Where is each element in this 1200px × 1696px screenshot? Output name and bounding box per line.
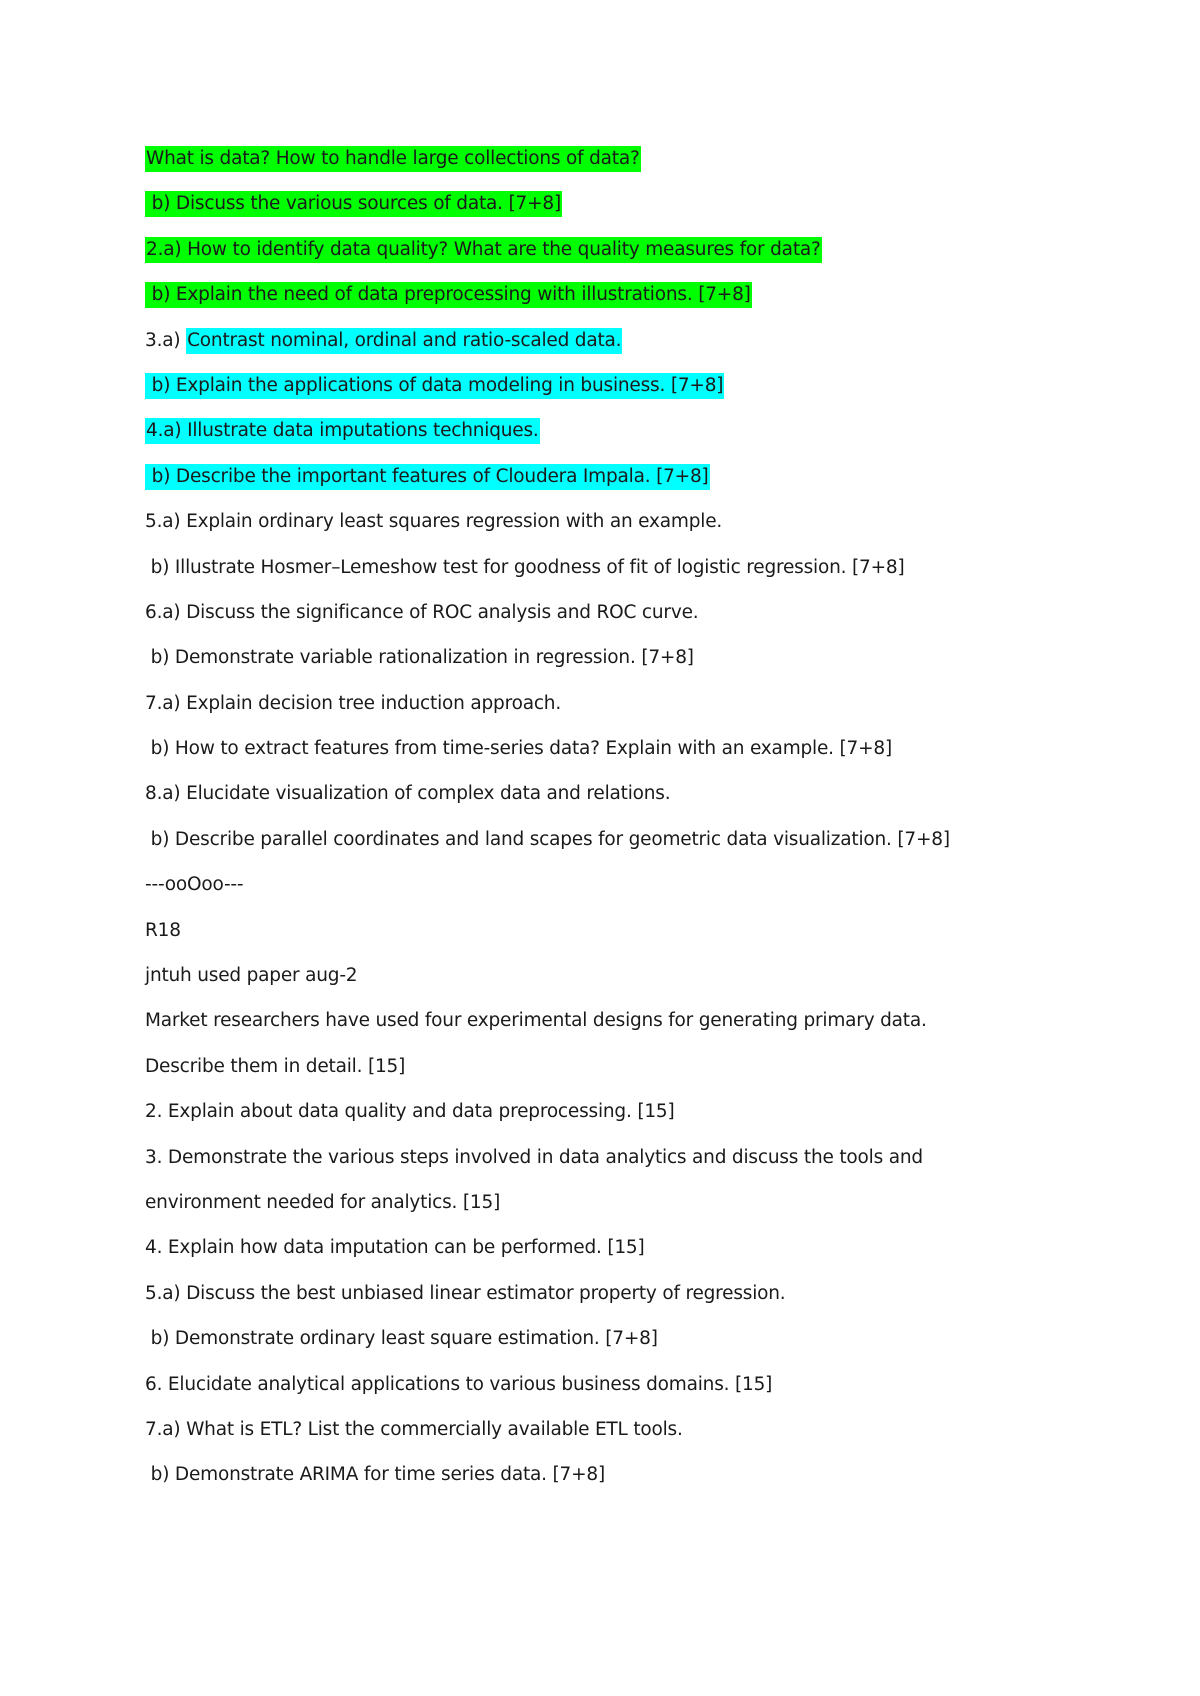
document-line	[145, 1099, 1125, 1144]
document-line	[145, 555, 1125, 600]
line-text: b) Demonstrate variable rationalization in regression. [7+8]	[145, 647, 694, 669]
document-line	[145, 1054, 1125, 1099]
line-text: environment needed for analytics. [15]	[145, 1191, 501, 1213]
line-text: 6. Elucidate analytical applications to various business domains. [15]	[145, 1373, 773, 1395]
document-line	[145, 600, 1125, 645]
document-line	[145, 464, 1125, 509]
document-line	[145, 1190, 1125, 1235]
line-text: Describe them in detail. [15]	[145, 1055, 406, 1077]
highlighted-text: What is data? How to handle large collections of data?	[145, 146, 641, 172]
document-line	[145, 1281, 1125, 1326]
document-line	[145, 509, 1125, 554]
line-text: b) Demonstrate ordinary least square estimation. [7+8]	[145, 1328, 658, 1350]
line-text: R18	[145, 919, 181, 941]
line-text: ---ooOoo---	[145, 874, 244, 896]
line-text: 5.a) Discuss the best unbiased linear estimator property of regression.	[145, 1282, 786, 1304]
line-text: 7.a) What is ETL? List the commercially available ETL tools.	[145, 1418, 683, 1440]
document-line	[145, 781, 1125, 826]
line-text: 4. Explain how data imputation can be performed. [15]	[145, 1237, 645, 1259]
line-text: b) Illustrate Hosmer–Lemeshow test for goodness of fit of logistic regression. [7+8]	[145, 556, 905, 578]
document-line	[145, 418, 1125, 463]
highlighted-text: b) Explain the need of data preprocessing with illustrations. [7+8]	[145, 282, 752, 308]
document-line	[145, 691, 1125, 736]
document-line	[145, 328, 1125, 373]
line-text: 6.a) Discuss the significance of ROC analysis and ROC curve.	[145, 601, 699, 623]
line-text: b) Describe parallel coordinates and land scapes for geometric data visualization. [7+8]	[145, 828, 950, 850]
line-text: b) Demonstrate ARIMA for time series data. [7+8]	[145, 1464, 605, 1486]
line-text: 2. Explain about data quality and data preprocessing. [15]	[145, 1101, 675, 1123]
document-body	[145, 146, 1125, 1508]
highlighted-text: b) Discuss the various sources of data. [7+8]	[145, 191, 562, 217]
line-text: b) How to extract features from time-series data? Explain with an example. [7+8]	[145, 738, 893, 760]
document-line	[145, 1326, 1125, 1371]
highlighted-text: b) Explain the applications of data modeling in business. [7+8]	[145, 373, 724, 399]
document-line	[145, 237, 1125, 282]
document-line	[145, 1417, 1125, 1462]
highlighted-text: Contrast nominal, ordinal and ratio-scaled data.	[186, 328, 622, 354]
document-line	[145, 827, 1125, 872]
line-text: 7.a) Explain decision tree induction approach.	[145, 692, 562, 714]
document-line	[145, 963, 1125, 1008]
line-text: jntuh used paper aug-2	[145, 965, 358, 987]
line-text: 3. Demonstrate the various steps involved in data analytics and discuss the tools and	[145, 1146, 923, 1168]
document-line	[145, 736, 1125, 781]
document-line	[145, 918, 1125, 963]
document-line	[145, 373, 1125, 418]
document-line	[145, 1008, 1125, 1053]
document-line	[145, 146, 1125, 191]
document-line	[145, 282, 1125, 327]
line-prefix: 3.a)	[145, 329, 187, 351]
document-line	[145, 1235, 1125, 1280]
line-text: 5.a) Explain ordinary least squares regression with an example.	[145, 511, 723, 533]
document-line	[145, 1145, 1125, 1190]
document-line	[145, 191, 1125, 236]
document-line	[145, 1372, 1125, 1417]
document-line	[145, 1462, 1125, 1507]
highlighted-text: 2.a) How to identify data quality? What are the quality measures for data?	[145, 237, 822, 263]
document-line	[145, 645, 1125, 690]
line-text: Market researchers have used four experimental designs for generating primary data.	[145, 1010, 927, 1032]
highlighted-text: 4.a) Illustrate data imputations techniques.	[145, 418, 540, 444]
line-text: 8.a) Elucidate visualization of complex data and relations.	[145, 783, 671, 805]
document-line	[145, 872, 1125, 917]
highlighted-text: b) Describe the important features of Cloudera Impala. [7+8]	[145, 464, 710, 490]
